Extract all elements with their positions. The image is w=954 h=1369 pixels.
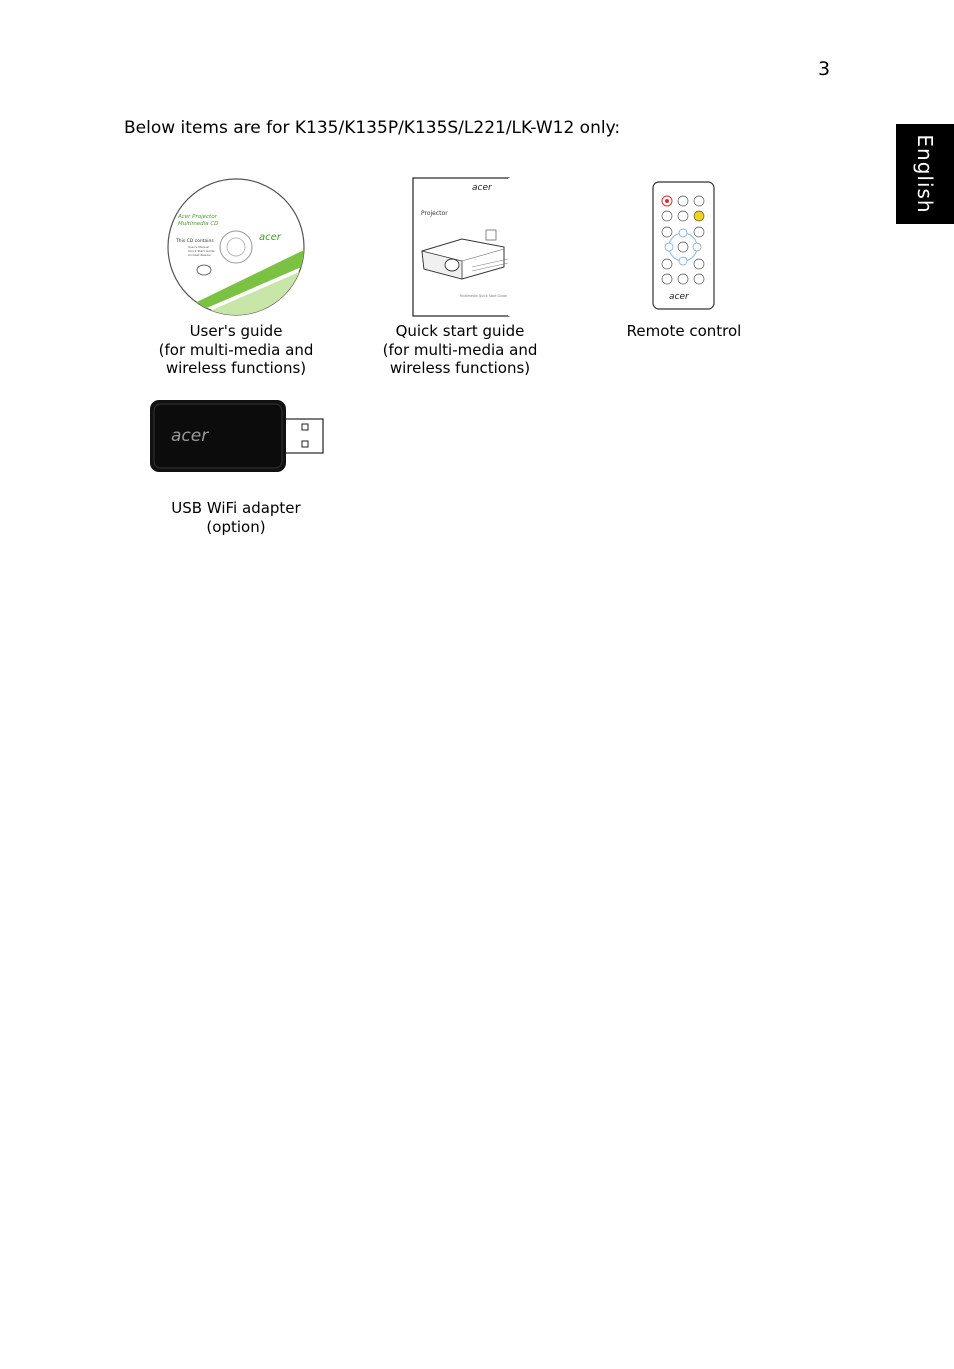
- item-caption-quick-start-guide: [340, 322, 580, 378]
- caption-line: wireless functions): [389, 359, 531, 377]
- cd-contains-1: User's Manual: [188, 245, 210, 249]
- language-tab-label: English: [913, 134, 937, 214]
- item-caption-remote-control: [564, 322, 804, 341]
- cd-contains-2: Quick Start Guide: [188, 249, 215, 253]
- booklet-acer-logo: acer: [472, 183, 492, 193]
- item-caption-users-guide: [116, 322, 356, 378]
- caption-line: USB WiFi adapter: [171, 499, 301, 517]
- caption-line: wireless functions): [165, 359, 307, 377]
- item-caption-usb-wifi-adapter: [116, 499, 356, 536]
- remote-acer-logo: acer: [669, 292, 689, 302]
- caption-line: (for multi-media and: [382, 340, 538, 359]
- cd-contains-3: Acrobat Reader: [188, 253, 212, 257]
- quick-start-guide-image: [412, 177, 510, 317]
- remote-control-image: [652, 181, 716, 311]
- intro-text: Below items are for K135/K135P/K135S/L221/LK-W12 only:: [124, 118, 621, 138]
- booklet-footer: Multimedia Quick Start Guide: [460, 294, 507, 298]
- language-tab: [896, 124, 954, 224]
- caption-line: (for multi-media and: [158, 340, 314, 359]
- cd-title-line1: Acer Projector: [178, 214, 217, 220]
- page-number: 3: [818, 58, 831, 80]
- usb-acer-logo: acer: [171, 426, 209, 446]
- usb-wifi-adapter-image: [148, 398, 326, 476]
- booklet-qr-icon: [486, 230, 496, 240]
- booklet-title: Projector: [421, 210, 448, 217]
- caption-line: Quick start guide: [395, 322, 525, 340]
- cd-contains-heading: This CD contains: [176, 239, 214, 244]
- caption-line: Remote control: [626, 322, 742, 340]
- cd-acer-logo: acer: [259, 232, 281, 243]
- caption-line: User's guide: [189, 322, 283, 340]
- caption-line: (option): [206, 517, 266, 536]
- cd-title-line2: Multimedia CD: [178, 221, 219, 227]
- users-guide-cd-image: [166, 177, 306, 317]
